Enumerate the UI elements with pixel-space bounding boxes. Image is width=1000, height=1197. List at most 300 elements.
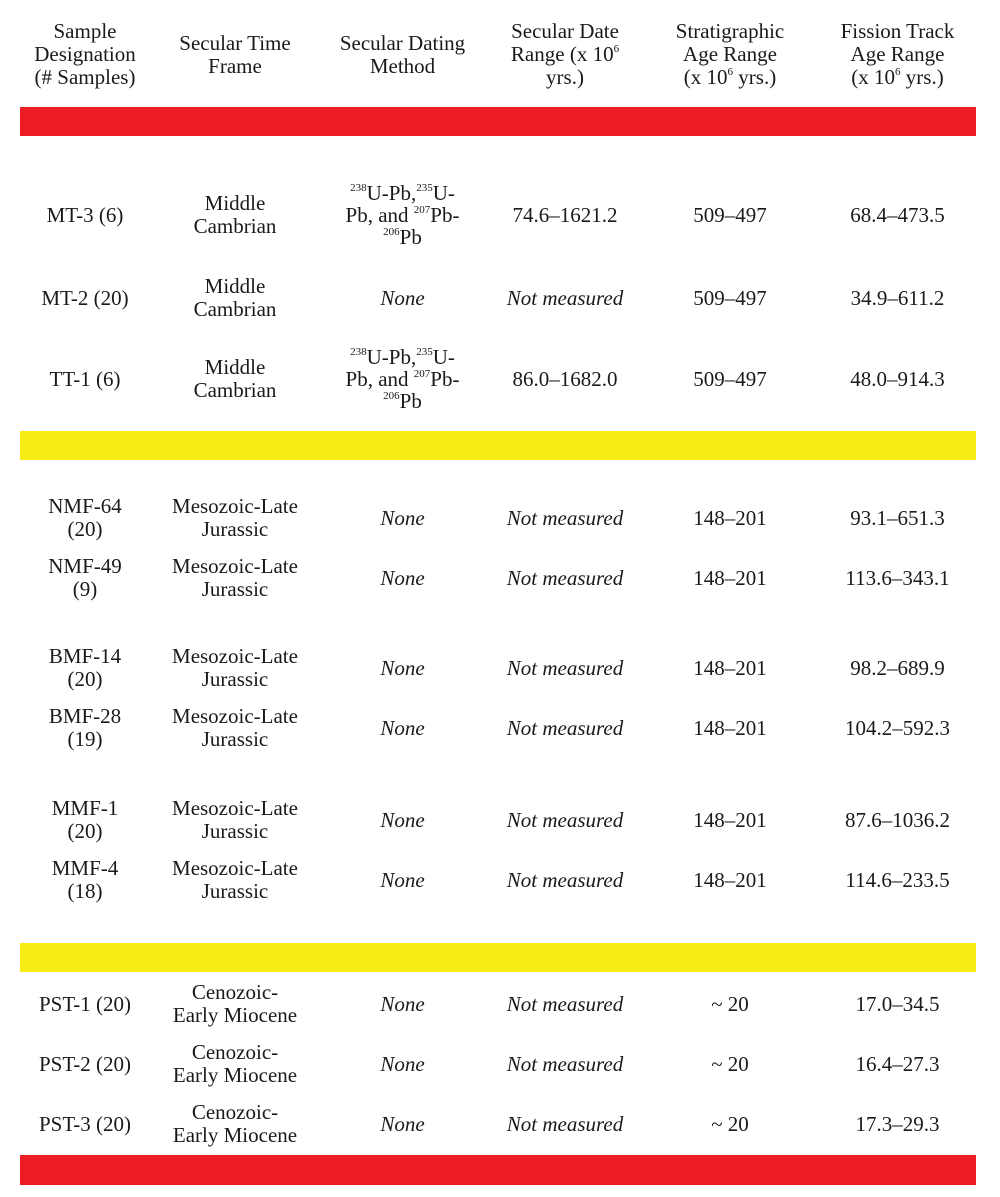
cell-content — [856, 1053, 940, 1076]
cell-method — [320, 550, 485, 606]
cell-text: None — [380, 1051, 425, 1076]
cell-content — [52, 797, 119, 843]
method-line — [346, 204, 460, 226]
cell-text: Cambrian — [193, 378, 277, 402]
header-text-part: yrs.) — [733, 65, 777, 89]
cell-text: ~ 20 — [711, 1051, 749, 1076]
superscript: 206 — [383, 390, 400, 402]
cell-text: ~ 20 — [711, 1111, 749, 1136]
yellow-divider-band-jurassic — [20, 431, 976, 460]
table-row — [0, 1096, 1000, 1152]
cell-content — [39, 1113, 131, 1136]
cell-text: Cambrian — [193, 297, 277, 321]
yellow-divider-band-miocene — [20, 943, 976, 972]
cell-frame — [150, 176, 320, 254]
header-secular-dating-method — [320, 32, 485, 78]
cell-fission — [815, 270, 980, 326]
cell-fission — [815, 700, 980, 756]
cell-text: Cenozoic- — [191, 1100, 279, 1124]
table-row — [0, 550, 1000, 606]
header-text-part: yrs.) — [900, 65, 944, 89]
header-secular-time-frame — [150, 32, 320, 78]
header-text: Age Range — [683, 42, 777, 66]
cell-strat — [645, 700, 815, 756]
cell-text: 148–201 — [693, 655, 767, 680]
cell-content — [380, 507, 424, 530]
method-line — [346, 182, 460, 204]
cell-content — [173, 1101, 297, 1147]
header-text: Method — [369, 54, 436, 78]
method-text: Pb — [399, 389, 422, 413]
cell-frame — [150, 340, 320, 418]
cell-text: TT-1 (6) — [49, 366, 121, 391]
cell-content — [380, 1053, 424, 1076]
cell-content — [194, 192, 277, 238]
cell-text: Jurassic — [201, 517, 269, 541]
header-text: Age Range — [850, 42, 945, 66]
cell-method — [320, 700, 485, 756]
cell-sample — [20, 792, 150, 848]
cell-content — [194, 356, 277, 402]
cell-content — [856, 1113, 940, 1136]
cell-content — [47, 204, 124, 227]
cell-method — [320, 792, 485, 848]
cell-sample — [20, 176, 150, 254]
cell-frame — [150, 270, 320, 326]
cell-text: 113.6–343.1 — [845, 565, 950, 590]
cell-frame — [150, 976, 320, 1032]
cell-content — [380, 657, 424, 680]
header-text-part: (x 10 — [683, 65, 728, 89]
cell-text: 509–497 — [693, 366, 767, 391]
cell-content — [172, 495, 298, 541]
cell-text: 148–201 — [693, 505, 767, 530]
cell-method — [320, 270, 485, 326]
cell-text: None — [380, 285, 425, 310]
cell-content — [693, 869, 767, 892]
cell-sample — [20, 340, 150, 418]
cell-frame — [150, 640, 320, 696]
cell-text: Mesozoic-Late — [172, 796, 298, 820]
cell-method — [320, 976, 485, 1032]
cell-content — [172, 857, 298, 903]
cell-fission — [815, 490, 980, 546]
cell-text: 74.6–1621.2 — [512, 202, 618, 227]
cell-method — [320, 176, 485, 254]
cell-secular — [485, 340, 645, 418]
cell-text: Not measured — [506, 807, 624, 832]
cell-text: 17.0–34.5 — [855, 991, 940, 1016]
cell-text: 98.2–689.9 — [850, 655, 945, 680]
method-text: Pb — [399, 225, 422, 249]
cell-text: Cenozoic- — [191, 980, 279, 1004]
cell-content — [194, 275, 277, 321]
cell-content — [693, 809, 767, 832]
cell-secular — [485, 176, 645, 254]
cell-content — [380, 809, 424, 832]
header-text: Secular Time — [179, 31, 291, 55]
cell-content — [52, 857, 119, 903]
cell-content — [380, 869, 424, 892]
cell-text: 93.1–651.3 — [850, 505, 945, 530]
superscript: 6 — [613, 43, 620, 55]
cell-text: (20) — [67, 819, 103, 843]
cell-text: (18) — [67, 879, 103, 903]
cell-text: None — [380, 655, 425, 680]
cell-secular — [485, 700, 645, 756]
table-row — [0, 176, 1000, 254]
cell-secular — [485, 1036, 645, 1092]
cell-text: Jurassic — [201, 819, 269, 843]
method-text: U- — [432, 345, 455, 369]
cell-content — [513, 368, 618, 391]
cell-text: 148–201 — [693, 807, 767, 832]
cell-content — [850, 368, 945, 391]
header-secular-date-range — [485, 20, 645, 89]
cell-strat — [645, 1036, 815, 1092]
cell-text: Cenozoic- — [191, 1040, 279, 1064]
cell-strat — [645, 550, 815, 606]
cell-content — [49, 705, 121, 751]
cell-text: 68.4–473.5 — [850, 202, 945, 227]
cell-text: Not measured — [506, 867, 624, 892]
cell-content — [693, 368, 767, 391]
cell-sample — [20, 1036, 150, 1092]
method-text: U-Pb, — [366, 181, 417, 205]
cell-content — [693, 287, 767, 310]
cell-strat — [645, 490, 815, 546]
cell-text: NMF-49 — [48, 554, 122, 578]
cell-content — [850, 657, 945, 680]
cell-content — [39, 1053, 131, 1076]
cell-content — [513, 204, 618, 227]
cell-content — [693, 657, 767, 680]
header-text — [645, 66, 815, 89]
cell-content — [380, 993, 424, 1016]
cell-content — [50, 368, 121, 391]
table-row — [0, 976, 1000, 1032]
method-text: U- — [432, 181, 455, 205]
cell-text: Early Miocene — [172, 1123, 298, 1147]
cell-text: None — [380, 505, 425, 530]
cell-content — [850, 507, 945, 530]
cell-text: Early Miocene — [172, 1063, 298, 1087]
cell-fission — [815, 792, 980, 848]
cell-text: Early Miocene — [172, 1003, 298, 1027]
table-row — [0, 1036, 1000, 1092]
cell-text: 509–497 — [693, 285, 767, 310]
cell-text: PST-2 (20) — [39, 1051, 131, 1076]
cell-text: 34.9–611.2 — [850, 285, 945, 310]
cell-frame — [150, 792, 320, 848]
cell-text: Middle — [204, 355, 266, 379]
cell-frame — [150, 852, 320, 908]
cell-text: 86.0–1682.0 — [512, 366, 618, 391]
cell-text: None — [380, 807, 425, 832]
cell-content — [693, 204, 767, 227]
cell-content — [845, 809, 950, 832]
cell-text: Jurassic — [201, 667, 269, 691]
cell-strat — [645, 852, 815, 908]
cell-text: Middle — [204, 191, 266, 215]
cell-fission — [815, 1036, 980, 1092]
cell-strat — [645, 270, 815, 326]
method-line — [346, 368, 460, 390]
cell-fission — [815, 976, 980, 1032]
cell-text: Mesozoic-Late — [172, 554, 298, 578]
cell-sample — [20, 270, 150, 326]
method-text: Pb- — [430, 367, 460, 391]
cell-content — [172, 555, 298, 601]
cell-fission — [815, 640, 980, 696]
cell-text: None — [380, 867, 425, 892]
header-text — [815, 66, 980, 89]
cell-content — [48, 555, 122, 601]
cell-content — [172, 797, 298, 843]
cell-content — [173, 1041, 297, 1087]
cell-text: ~ 20 — [711, 991, 749, 1016]
cell-sample — [20, 700, 150, 756]
cell-fission — [815, 1096, 980, 1152]
cell-content — [856, 993, 940, 1016]
cell-content — [346, 346, 460, 412]
cell-content — [845, 717, 950, 740]
header-text-part: Range (x 10 — [510, 42, 614, 66]
cell-text: MMF-4 — [51, 856, 119, 880]
cell-text: Not measured — [506, 991, 624, 1016]
cell-text: Middle — [204, 274, 266, 298]
cell-text: Not measured — [506, 1051, 624, 1076]
cell-secular — [485, 852, 645, 908]
cell-text: None — [380, 565, 425, 590]
header-text: Secular Dating — [339, 31, 466, 55]
header-text-part: (x 10 — [851, 65, 896, 89]
superscript: 207 — [413, 368, 431, 380]
cell-text: Not measured — [506, 505, 624, 530]
cell-content — [507, 1053, 623, 1076]
cell-text: Not measured — [506, 655, 624, 680]
cell-content — [380, 567, 424, 590]
cell-text: 148–201 — [693, 565, 767, 590]
cell-secular — [485, 792, 645, 848]
cell-text: (9) — [72, 577, 98, 601]
header-fission-track-age-range — [815, 20, 980, 89]
cell-secular — [485, 550, 645, 606]
cell-text: Mesozoic-Late — [172, 644, 298, 668]
cell-frame — [150, 550, 320, 606]
cell-sample — [20, 550, 150, 606]
cell-frame — [150, 1096, 320, 1152]
cell-secular — [485, 490, 645, 546]
cell-text: 509–497 — [693, 202, 767, 227]
cell-text: PST-1 (20) — [39, 991, 131, 1016]
cell-sample — [20, 640, 150, 696]
cell-content — [346, 182, 460, 248]
header-text: Frame — [208, 54, 262, 78]
table-row — [0, 490, 1000, 546]
cell-content — [711, 993, 749, 1016]
cell-method — [320, 340, 485, 418]
cell-content — [845, 869, 949, 892]
cell-text: Mesozoic-Late — [172, 704, 298, 728]
cell-fission — [815, 852, 980, 908]
table-row — [0, 270, 1000, 326]
cell-content — [172, 645, 298, 691]
cell-method — [320, 640, 485, 696]
cell-method — [320, 852, 485, 908]
cell-sample — [20, 976, 150, 1032]
cell-fission — [815, 176, 980, 254]
cell-content — [693, 507, 767, 530]
cell-text: NMF-64 — [48, 494, 122, 518]
cell-text: 148–201 — [693, 715, 767, 740]
cell-text: Not measured — [506, 1111, 624, 1136]
superscript: 206 — [383, 226, 400, 238]
cell-text: BMF-28 — [48, 704, 122, 728]
superscript: 235 — [416, 182, 433, 194]
cell-text: MT-2 (20) — [41, 285, 129, 310]
cell-text: (19) — [67, 727, 103, 751]
cell-text: 114.6–233.5 — [845, 867, 950, 892]
header-text: Fission Track — [840, 19, 955, 43]
header-text: (# Samples) — [34, 65, 136, 89]
cell-frame — [150, 1036, 320, 1092]
superscript: 235 — [416, 346, 433, 358]
cell-content — [49, 645, 121, 691]
header-stratigraphic-age-range — [645, 20, 815, 89]
superscript: 238 — [350, 182, 367, 194]
cell-fission — [815, 340, 980, 418]
red-divider-band-top — [20, 107, 976, 136]
header-text: Stratigraphic — [675, 19, 785, 43]
cell-content — [507, 869, 623, 892]
superscript: 207 — [413, 204, 431, 216]
header-text: Secular Date — [511, 19, 619, 43]
cell-content — [507, 507, 623, 530]
superscript: 6 — [727, 66, 734, 78]
header-text: Sample — [53, 19, 117, 43]
cell-content — [507, 717, 623, 740]
cell-text: (20) — [67, 517, 103, 541]
cell-sample — [20, 1096, 150, 1152]
cell-strat — [645, 792, 815, 848]
cell-sample — [20, 490, 150, 546]
cell-text: Not measured — [506, 715, 624, 740]
table-row — [0, 700, 1000, 756]
cell-content — [850, 204, 945, 227]
cell-method — [320, 1036, 485, 1092]
table-row — [0, 640, 1000, 696]
cell-content — [41, 287, 128, 310]
cell-content — [851, 287, 945, 310]
table-row — [0, 852, 1000, 908]
cell-strat — [645, 1096, 815, 1152]
cell-fission — [815, 550, 980, 606]
header-text — [485, 43, 645, 66]
cell-text: Jurassic — [201, 577, 269, 601]
method-line — [346, 226, 460, 248]
cell-text: 148–201 — [693, 867, 767, 892]
cell-content — [507, 809, 623, 832]
cell-text: Jurassic — [201, 727, 269, 751]
cell-text: 17.3–29.3 — [855, 1111, 940, 1136]
cell-text: (20) — [67, 667, 103, 691]
cell-content — [173, 981, 297, 1027]
method-text: Pb, and — [345, 367, 414, 391]
cell-secular — [485, 1096, 645, 1152]
method-text: U-Pb, — [366, 345, 417, 369]
cell-text: None — [380, 715, 425, 740]
cell-content — [507, 993, 623, 1016]
cell-text: BMF-14 — [48, 644, 122, 668]
method-line — [346, 346, 460, 368]
cell-method — [320, 490, 485, 546]
cell-content — [39, 993, 131, 1016]
cell-text: MMF-1 — [51, 796, 119, 820]
cell-text: PST-3 (20) — [39, 1111, 131, 1136]
cell-content — [48, 495, 122, 541]
cell-content — [845, 567, 949, 590]
cell-strat — [645, 340, 815, 418]
cell-text: 87.6–1036.2 — [845, 807, 950, 832]
cell-content — [711, 1053, 749, 1076]
header-text: Designation — [34, 42, 136, 66]
method-line — [346, 390, 460, 412]
cell-strat — [645, 176, 815, 254]
cell-content — [693, 567, 767, 590]
cell-method — [320, 1096, 485, 1152]
cell-secular — [485, 270, 645, 326]
cell-content — [711, 1113, 749, 1136]
cell-strat — [645, 640, 815, 696]
cell-content — [380, 1113, 424, 1136]
cell-content — [380, 717, 424, 740]
cell-secular — [485, 976, 645, 1032]
method-text: Pb- — [430, 203, 460, 227]
cell-text: Jurassic — [201, 879, 269, 903]
cell-text: None — [380, 1111, 425, 1136]
cell-text: None — [380, 991, 425, 1016]
cell-secular — [485, 640, 645, 696]
cell-frame — [150, 700, 320, 756]
cell-content — [507, 1113, 623, 1136]
superscript: 238 — [350, 346, 367, 358]
header-text: yrs.) — [546, 65, 584, 89]
cell-text: Mesozoic-Late — [172, 856, 298, 880]
cell-text: Not measured — [506, 285, 624, 310]
cell-text: Not measured — [506, 565, 624, 590]
cell-content — [380, 287, 424, 310]
table-row — [0, 792, 1000, 848]
cell-content — [507, 657, 623, 680]
cell-text: Cambrian — [193, 214, 277, 238]
method-text: Pb, and — [345, 203, 414, 227]
table-header — [0, 20, 1000, 95]
cell-content — [507, 287, 623, 310]
cell-sample — [20, 852, 150, 908]
cell-text: MT-3 (6) — [46, 202, 124, 227]
cell-text: 104.2–592.3 — [845, 715, 950, 740]
cell-text: Mesozoic-Late — [172, 494, 298, 518]
cell-text: 16.4–27.3 — [855, 1051, 940, 1076]
cell-content — [172, 705, 298, 751]
cell-frame — [150, 490, 320, 546]
cell-content — [507, 567, 623, 590]
table-row — [0, 340, 1000, 418]
cell-strat — [645, 976, 815, 1032]
red-divider-band-bottom — [20, 1155, 976, 1185]
superscript: 6 — [895, 66, 901, 78]
